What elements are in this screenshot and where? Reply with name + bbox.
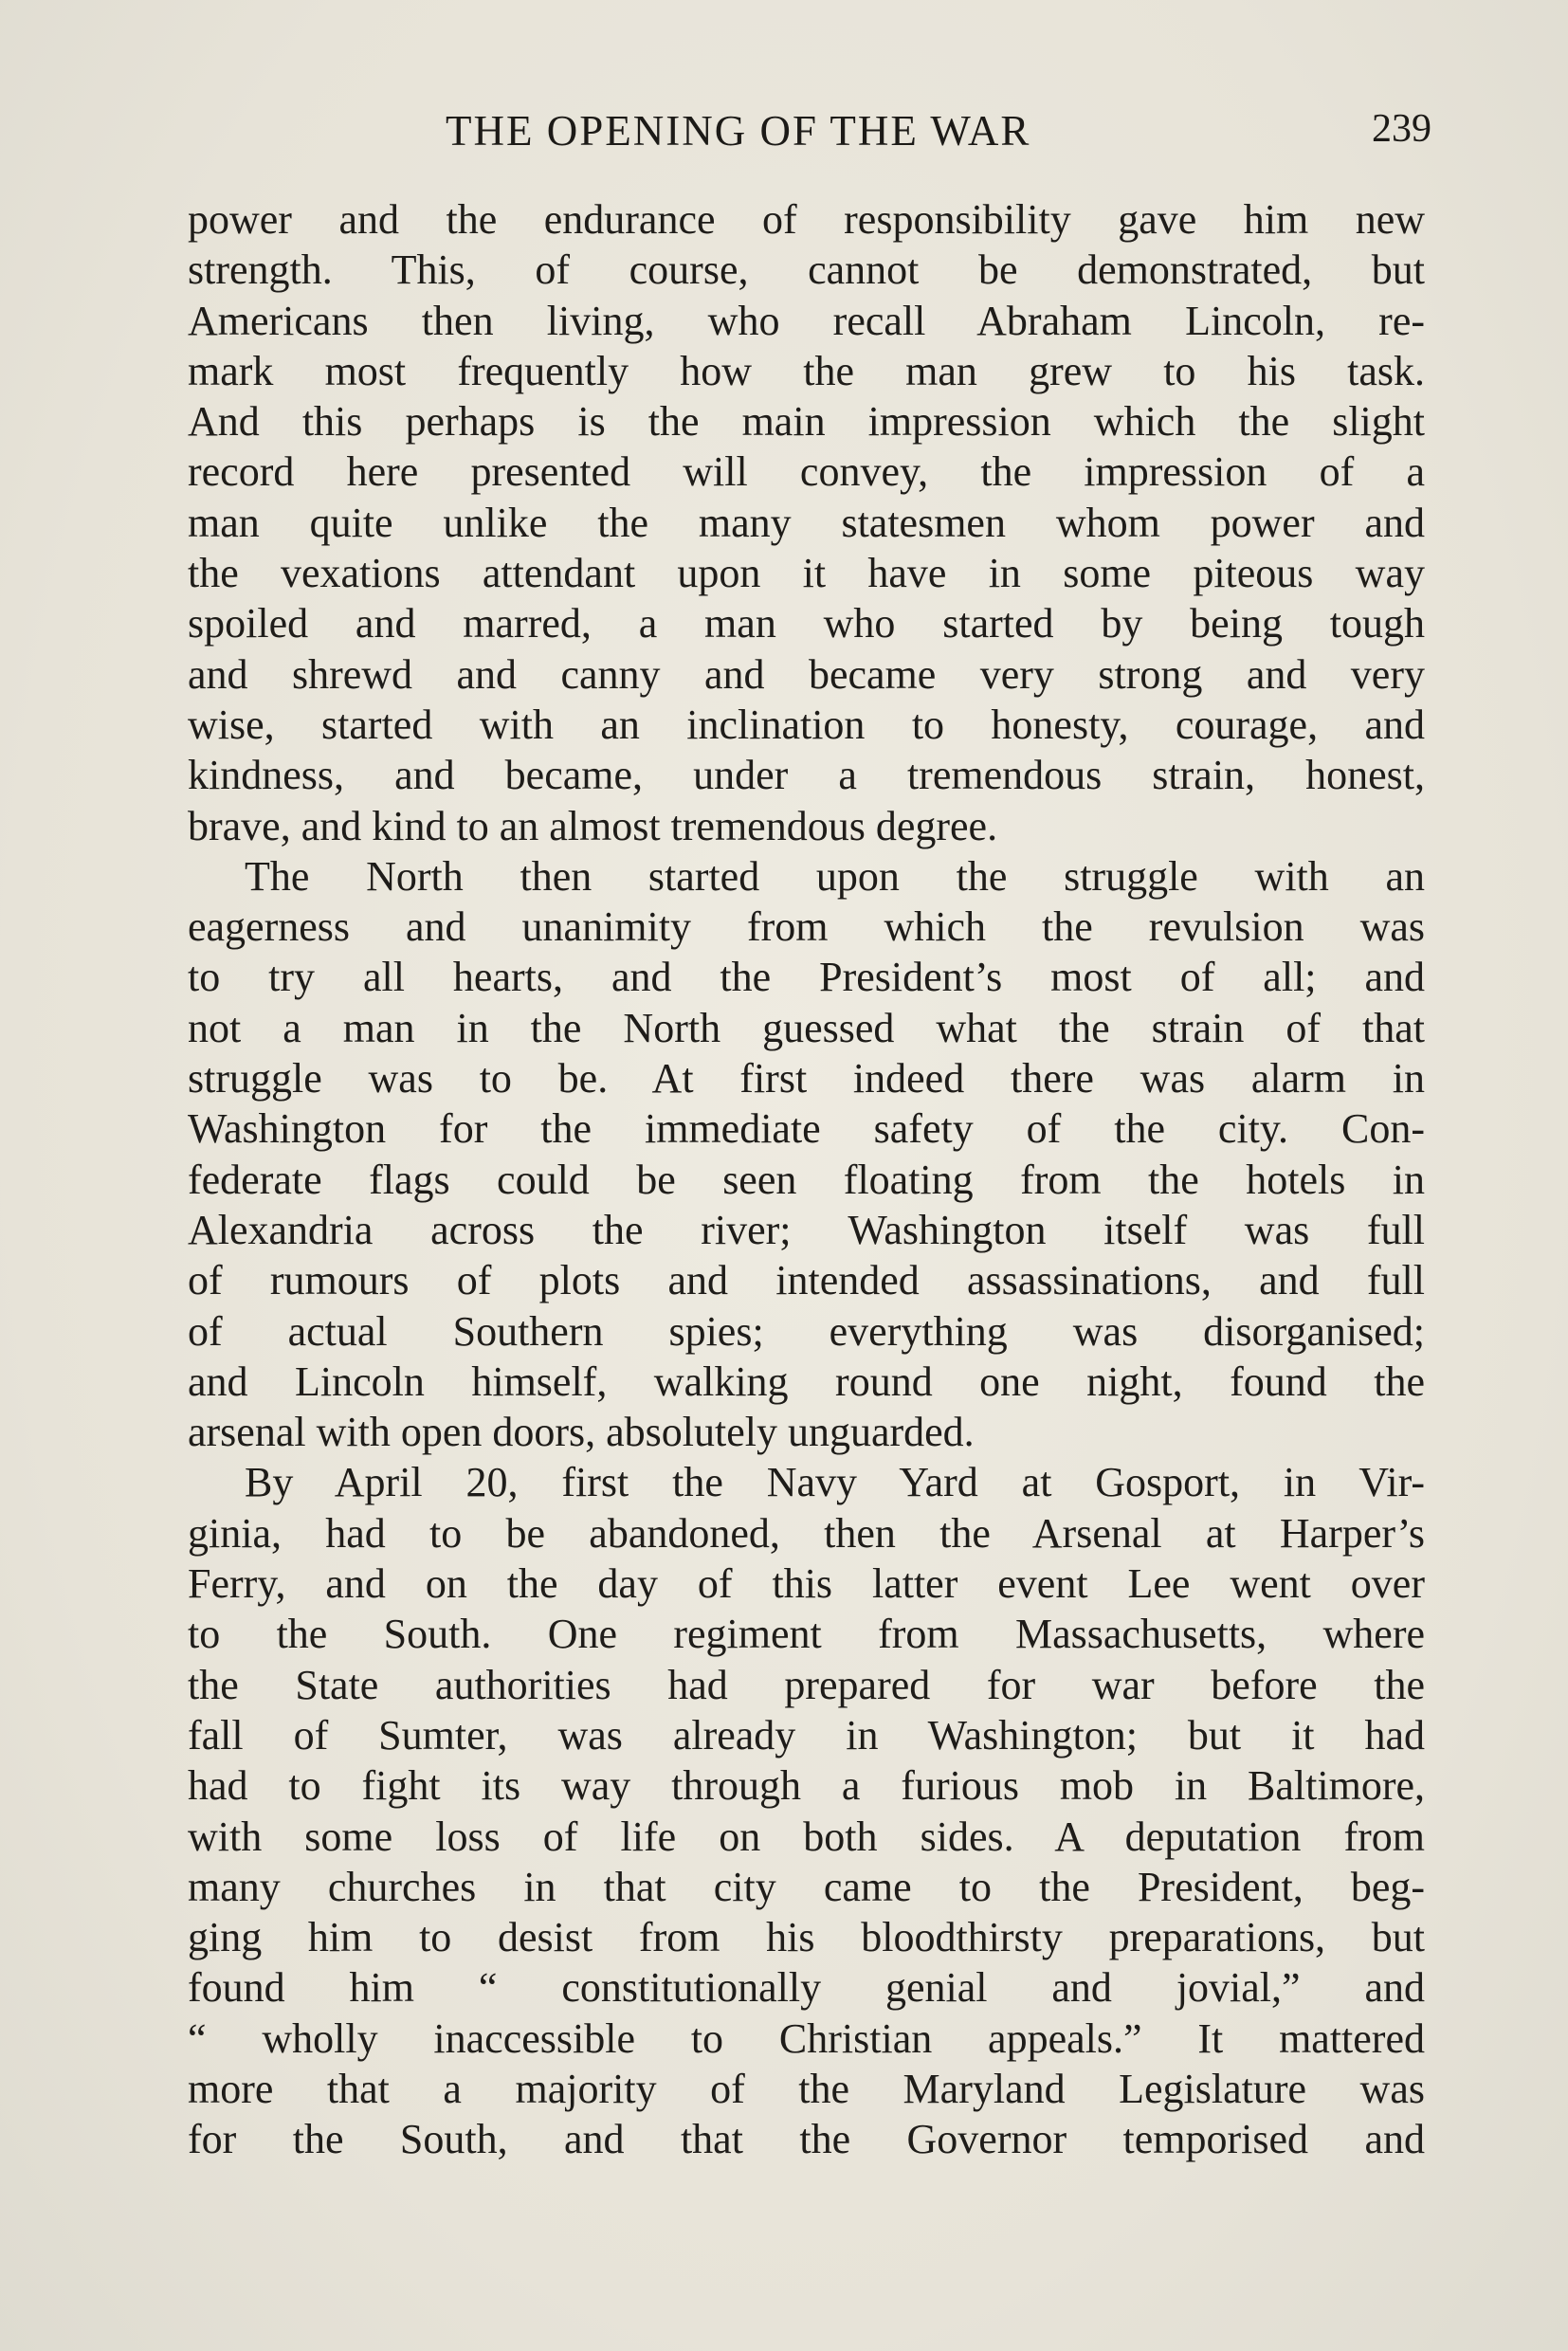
text-line: of actual Southern spies; everything was disorganised;: [188, 1307, 1425, 1355]
text-line: and Lincoln himself, walking round one night, found the: [188, 1358, 1425, 1405]
text-line: Ferry, and on the day of this latter event Lee went over: [188, 1560, 1425, 1608]
body-text: [188, 194, 1425, 2165]
text-line: many churches in that city came to the President, beg-: [188, 1863, 1425, 1910]
text-line: to the South. One regiment from Massachusetts, where: [188, 1611, 1425, 1658]
text-line: Washington for the immediate safety of the city. Con-: [188, 1105, 1425, 1153]
text-line: ginia, had to be abandoned, then the Arsenal at Harper’s: [188, 1509, 1425, 1557]
text-line: the State authorities had prepared for war before the: [188, 1661, 1425, 1708]
text-line: not a man in the North guessed what the strain of that: [188, 1004, 1425, 1051]
text-line: the vexations attendant upon it have in some piteous way: [188, 550, 1425, 597]
text-line: had to fight its way through a furious mob in Baltimore,: [188, 1762, 1425, 1810]
text-line: power and the endurance of responsibility gave him new: [188, 196, 1425, 243]
text-line: of rumours of plots and intended assassinations, and full: [188, 1257, 1425, 1304]
text-line: Americans then living, who recall Abraham Lincoln, re-: [188, 297, 1425, 344]
text-line: record here presented will convey, the impression of a: [188, 448, 1425, 496]
text-line: more that a majority of the Maryland Legislature was: [188, 2065, 1425, 2112]
text-line: fall of Sumter, was already in Washington; but it had: [188, 1711, 1425, 1759]
text-line: man quite unlike the many statesmen whom power and: [188, 499, 1425, 546]
text-line: kindness, and became, under a tremendous strain, honest,: [188, 752, 1425, 799]
text-line: arsenal with open doors, absolutely unguarded.: [188, 1409, 975, 1456]
text-line: wise, started with an inclination to honesty, courage, and: [188, 701, 1425, 748]
text-line: mark most frequently how the man grew to his task.: [188, 347, 1425, 394]
page-number: 239: [1372, 107, 1431, 151]
text-line: to try all hearts, and the President’s most of all; and: [188, 954, 1425, 1001]
text-line: spoiled and marred, a man who started by being tough: [188, 600, 1425, 647]
text-line: eagerness and unanimity from which the revulsion was: [188, 903, 1425, 951]
text-line: And this perhaps is the main impression which the slight: [188, 398, 1425, 446]
paragraph-start-line: The North then started upon the struggle with an: [245, 852, 1425, 900]
text-line: ging him to desist from his bloodthirsty preparations, but: [188, 1914, 1425, 1961]
running-head: [180, 106, 1431, 163]
text-line: federate flags could be seen floating from the hotels in: [188, 1156, 1425, 1203]
text-line: Alexandria across the river; Washington itself was full: [188, 1206, 1425, 1253]
text-line: and shrewd and canny and became very strong and very: [188, 650, 1425, 698]
text-line: for the South, and that the Governor temporised and: [188, 2116, 1425, 2163]
text-line: strength. This, of course, cannot be demonstrated, but: [188, 246, 1425, 294]
text-line: “ wholly inaccessible to Christian appeals.” It mattered: [188, 2014, 1425, 2062]
running-head-title: THE OPENING OF THE WAR: [446, 107, 1031, 155]
text-line: with some loss of life on both sides. A deputation from: [188, 1813, 1425, 1860]
text-line: struggle was to be. At first indeed there was alarm in: [188, 1055, 1425, 1103]
paragraph-start-line: By April 20, first the Navy Yard at Gosport, in Vir-: [245, 1459, 1425, 1506]
text-line: found him “ constitutionally genial and jovial,” and: [188, 1964, 1425, 2012]
text-line: brave, and kind to an almost tremendous degree.: [188, 802, 998, 849]
